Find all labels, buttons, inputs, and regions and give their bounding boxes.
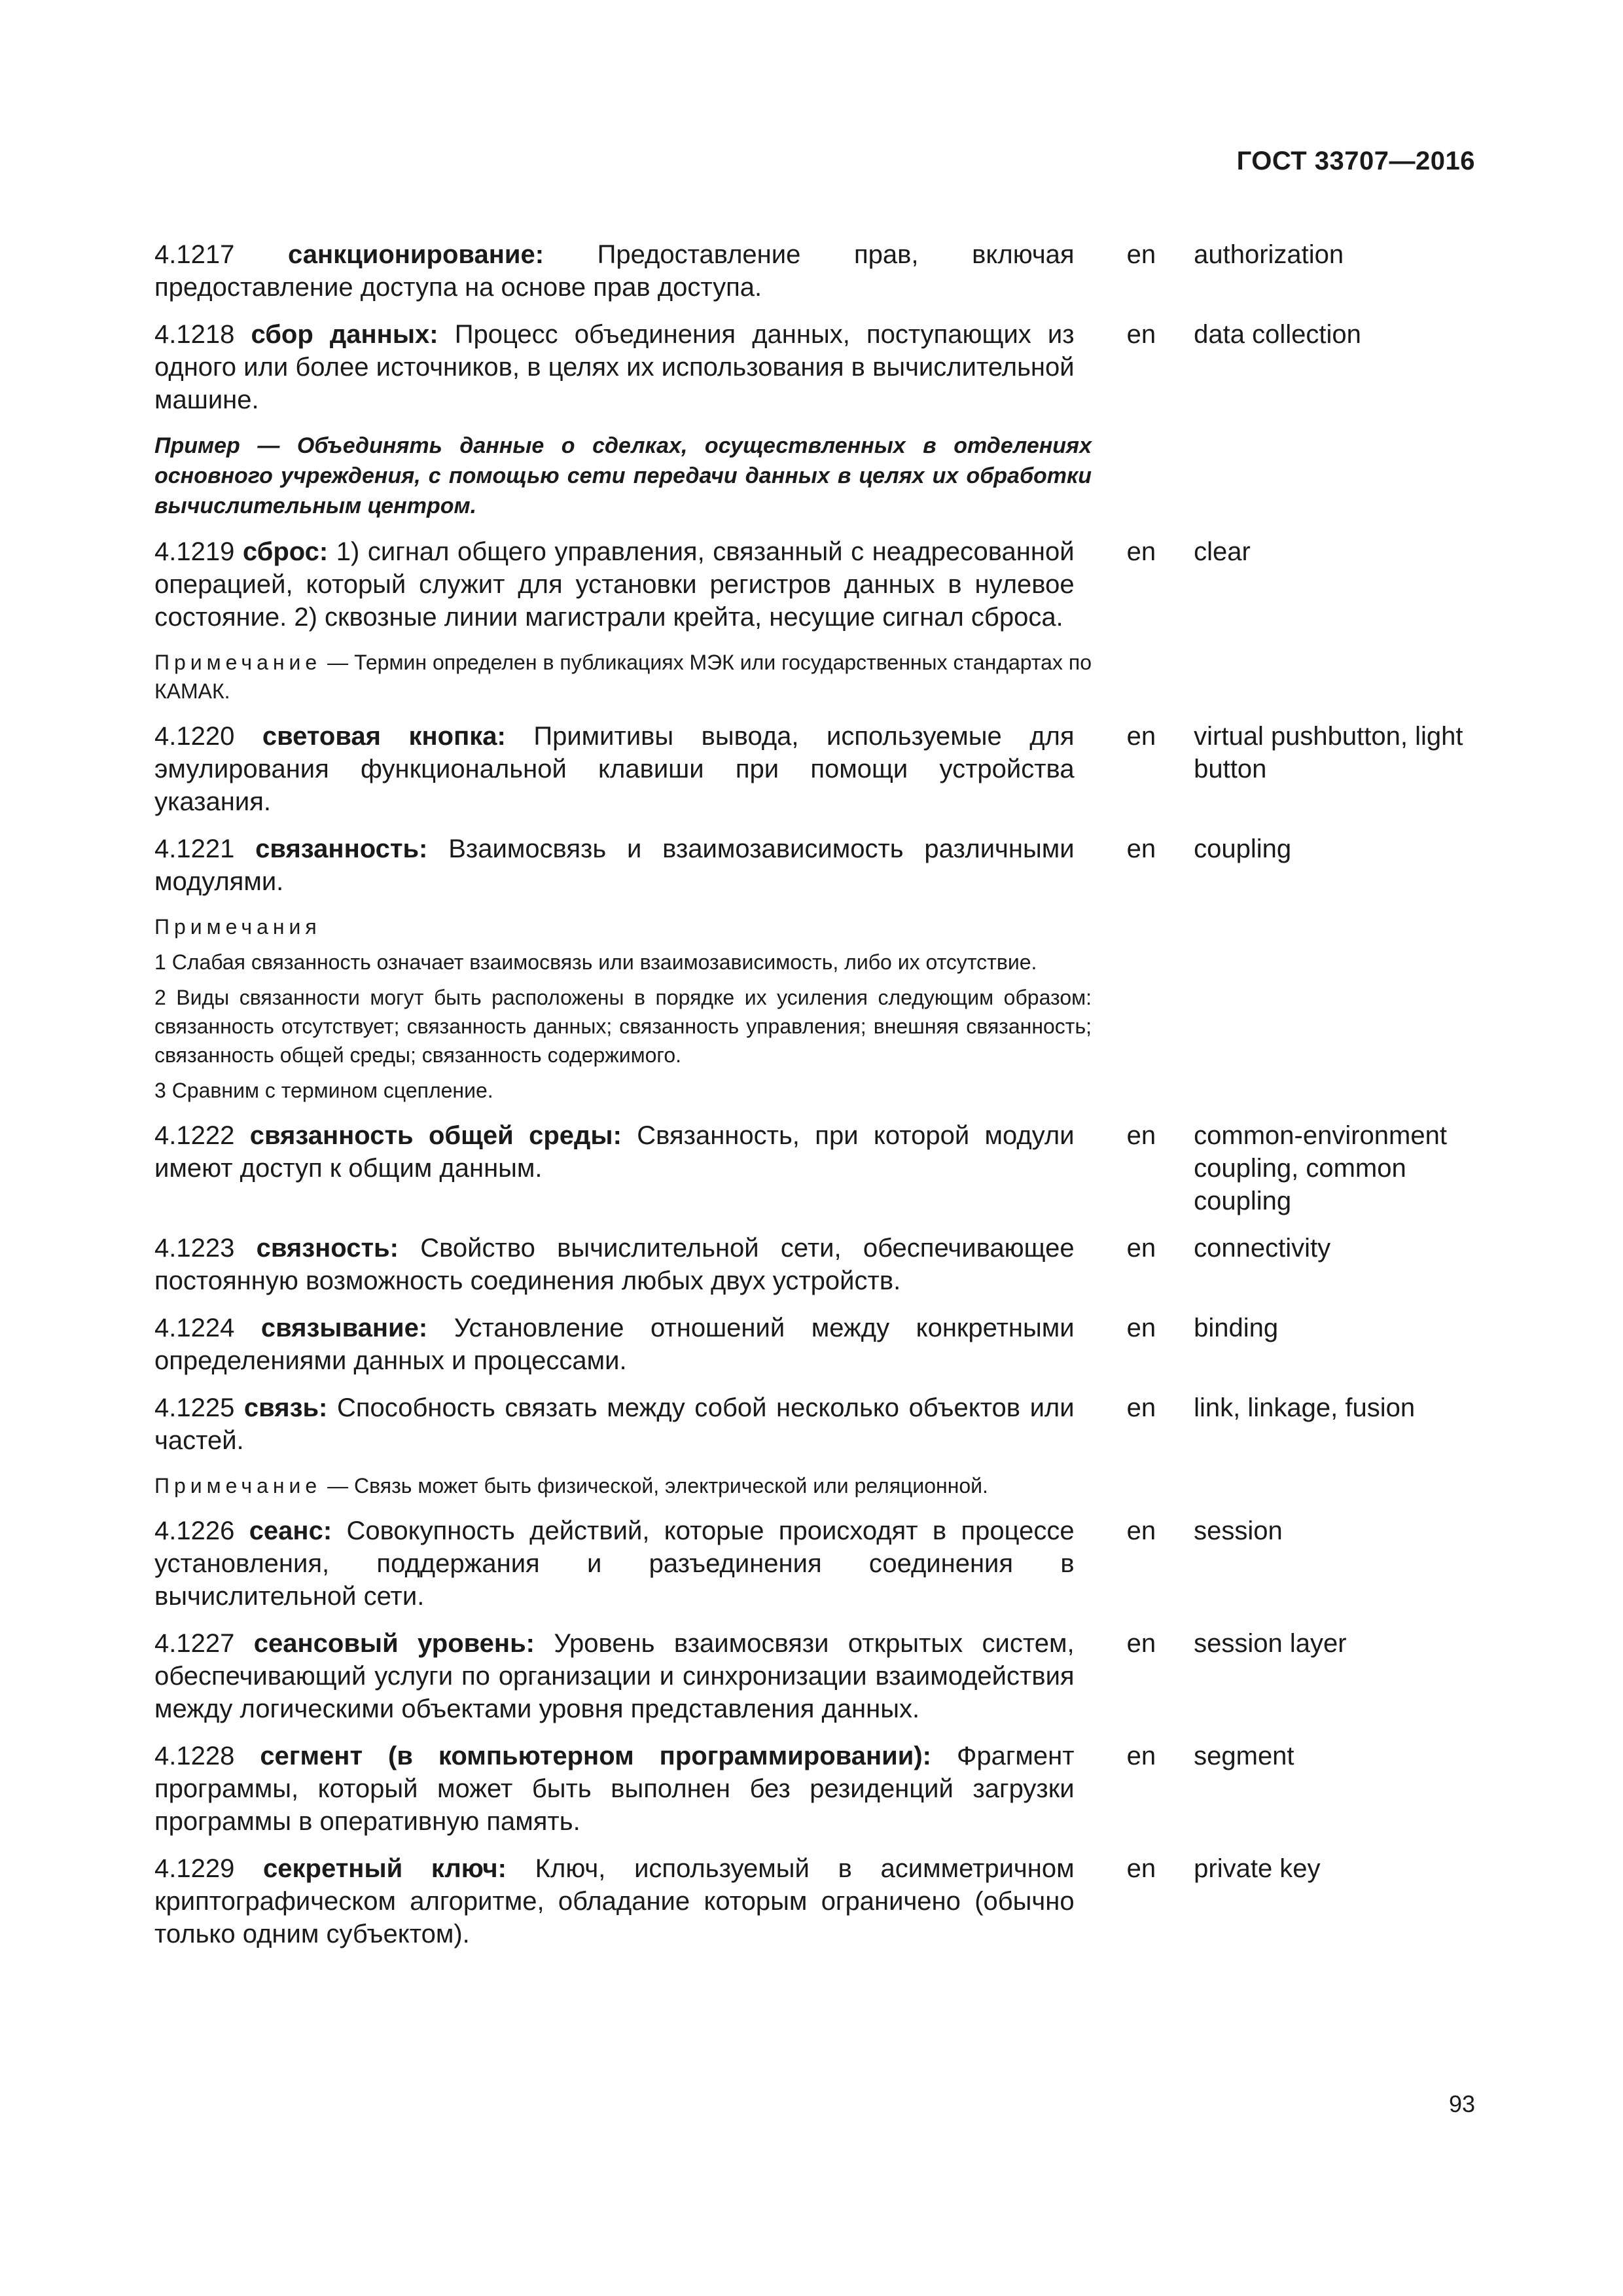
entry-definition: Установление отношений между конкретными определениями данных и процессами.	[154, 1314, 1075, 1375]
note-text: — Связь может быть физической, электрической или реляционной.	[321, 1474, 988, 1498]
entry-term: сеансовый уровень:	[253, 1629, 535, 1658]
entry-term: санкционирование:	[288, 240, 544, 269]
glossary-entry	[154, 833, 1476, 898]
entry-number: 4.1222	[154, 1121, 235, 1150]
entry-definition: Фрагмент программы, который может быть выполнен без резиденций загрузки программы в оперативную память.	[154, 1742, 1075, 1836]
note	[154, 648, 1092, 706]
language-code: en	[1126, 1629, 1156, 1658]
glossary-entry	[154, 318, 1476, 416]
glossary-entry	[154, 1232, 1476, 1297]
glossary	[154, 238, 1476, 1965]
entry-definition: 1) сигнал общего управления, связанный с неадресованной операцией, который служит для установки регистров данных в нулевое состояние. 2) сквозные линии магистрали крейта, несущие сигнал сброса.	[154, 537, 1075, 632]
language-code: en	[1126, 834, 1156, 863]
language-code: en	[1126, 537, 1156, 566]
glossary-entry	[154, 1852, 1476, 1950]
entry-definition: Способность связать между собой несколько объектов или частей.	[154, 1393, 1075, 1455]
glossary-entry	[154, 238, 1476, 304]
note-text: — Термин определен в публикациях МЭК или государственных стандартах по КАМАК.	[154, 651, 1092, 703]
note-item: 2 Виды связанности могут быть расположены в порядке их усиления следующим образом: связанность отсутствует; связанность данных; связанность управления; внешняя связанность; связанность общей среды; связанность содержимого.	[154, 986, 1092, 1067]
entry-number: 4.1225	[154, 1393, 235, 1422]
glossary-entry	[154, 1312, 1476, 1377]
entry-number: 4.1218	[154, 320, 235, 349]
entry-number: 4.1226	[154, 1516, 235, 1545]
entry-number: 4.1224	[154, 1314, 235, 1342]
english-term: private key	[1194, 1854, 1321, 1883]
entry-definition: Связанность, при которой модули имеют доступ к общим данным.	[154, 1121, 1075, 1183]
entry-number: 4.1223	[154, 1234, 235, 1263]
note-label: Примечание	[154, 1474, 322, 1498]
language-code: en	[1126, 240, 1156, 269]
notes	[154, 912, 1092, 1105]
glossary-entry	[154, 1627, 1476, 1725]
entry-term: световая кнопка:	[262, 722, 506, 751]
notes-label: Примечания	[154, 915, 321, 939]
entry-number: 4.1221	[154, 834, 235, 863]
entry-term: сеанс:	[249, 1516, 332, 1545]
note-label: Примечание	[154, 651, 322, 674]
english-term: session	[1194, 1516, 1283, 1545]
note-item: 1 Слабая связанность означает взаимосвязь или взаимозависимость, либо их отсутствие.	[154, 950, 1037, 974]
glossary-entry	[154, 535, 1476, 634]
language-code: en	[1126, 1234, 1156, 1263]
entry-number: 4.1219	[154, 537, 235, 566]
english-term: clear	[1194, 537, 1251, 566]
entry-definition: Уровень взаимосвязи открытых систем, обеспечивающий услуги по организации и синхронизации взаимодействия между логическими объектами уровня представления данных.	[154, 1629, 1075, 1723]
glossary-entry	[154, 720, 1476, 818]
english-term: data collection	[1194, 320, 1361, 349]
language-code: en	[1126, 1742, 1156, 1770]
language-code: en	[1126, 722, 1156, 751]
note	[154, 1471, 1092, 1500]
english-term: session layer	[1194, 1629, 1347, 1658]
english-term: link, linkage, fusion	[1194, 1393, 1416, 1422]
entry-number: 4.1217	[154, 240, 235, 269]
language-code: en	[1126, 1516, 1156, 1545]
language-code: en	[1126, 1393, 1156, 1422]
entry-term: сегмент (в компьютерном программировании):	[260, 1742, 931, 1770]
entry-term: связь:	[243, 1393, 328, 1422]
language-code: en	[1126, 320, 1156, 349]
entry-term: сброс:	[242, 537, 329, 566]
page-number: 93	[1448, 2090, 1475, 2117]
entry-number: 4.1220	[154, 722, 235, 751]
language-code: en	[1126, 1854, 1156, 1883]
entry-definition: Примитивы вывода, используемые для эмулирования функциональной клавиши при помощи устройства указания.	[154, 722, 1075, 816]
entry-number: 4.1228	[154, 1742, 235, 1770]
entry-definition: Взаимосвязь и взаимозависимость различными модулями.	[154, 834, 1075, 896]
english-term: connectivity	[1194, 1234, 1331, 1263]
english-term: virtual pushbutton, light button	[1194, 722, 1463, 783]
entry-term: сбор данных:	[251, 320, 438, 349]
english-term: binding	[1194, 1314, 1279, 1342]
glossary-entry	[154, 1391, 1476, 1457]
entry-number: 4.1229	[154, 1854, 235, 1883]
english-term: common-environment coupling, common coupling	[1194, 1121, 1447, 1215]
entry-definition: Свойство вычислительной сети, обеспечивающее постоянную возможность соединения любых двух устройств.	[154, 1234, 1075, 1295]
entry-definition: Процесс объединения данных, поступающих из одного или более источников, в целях их использования в вычислительной машине.	[154, 320, 1075, 414]
entry-definition: Ключ, используемый в асимметричном криптографическом алгоритме, обладание которым ограничено (обычно только одним субъектом).	[154, 1854, 1075, 1948]
entry-term: связность:	[256, 1234, 399, 1263]
note-item: 3 Сравним с термином сцепление.	[154, 1079, 493, 1102]
english-term: segment	[1194, 1742, 1294, 1770]
english-term: authorization	[1194, 240, 1344, 269]
language-code: en	[1126, 1314, 1156, 1342]
glossary-entry	[154, 1119, 1476, 1217]
glossary-entry	[154, 1515, 1476, 1613]
entry-term: секретный ключ:	[263, 1854, 507, 1883]
entry-term: связывание:	[260, 1314, 428, 1342]
glossary-entry	[154, 1740, 1476, 1838]
document-id: ГОСТ 33707—2016	[1236, 147, 1475, 175]
language-code: en	[1126, 1121, 1156, 1150]
entry-term: связанность общей среды:	[249, 1121, 622, 1150]
english-term: coupling	[1194, 834, 1292, 863]
entry-definition: Предоставление прав, включая предоставление доступа на основе прав доступа.	[154, 240, 1075, 302]
entry-definition: Совокупность действий, которые происходят в процессе установления, поддержания и разъединения соединения в вычислительной сети.	[154, 1516, 1075, 1611]
entry-term: связанность:	[255, 834, 428, 863]
entry-number: 4.1227	[154, 1629, 235, 1658]
example-text: Пример — Объединять данные о сделках, осуществленных в отделениях основного учреждения, с помощью сети передачи данных в целях их обработки вычислительным центром.	[154, 433, 1092, 518]
